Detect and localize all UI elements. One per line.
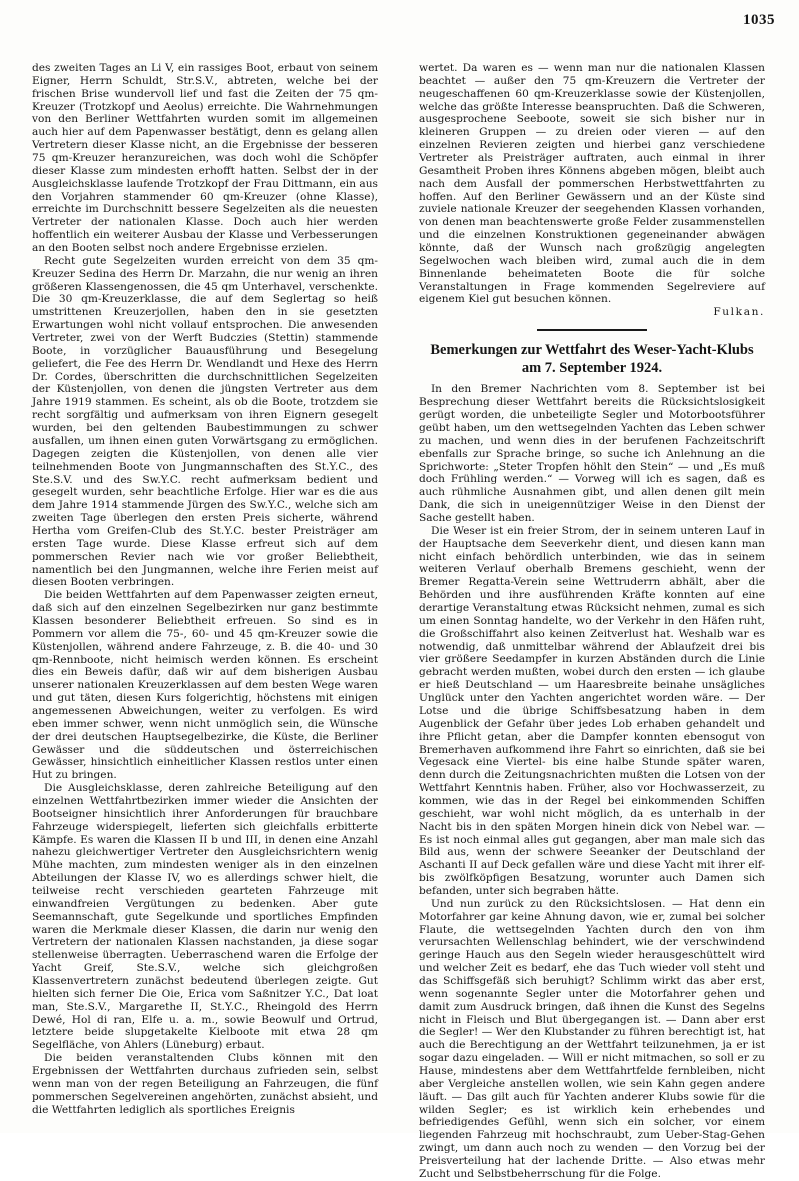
paragraph: Die Ausgleichsklasse, deren zahlreiche Beteiligung auf den einzelnen Wettfahrtbezirken immer wieder die Ansichten der Bootseigner hinsichtlich ihrer Anforderungen für brauchbare Fahrzeuge widerspiegelt, lieferten sich gleichfalls erbitterte Kämpfe. Es waren die Klassen II b und III, in denen eine Anzahl nahezu gleichwertiger Vertreter den Ausgleichsrichtern wenig Mühe machten, zum mindesten weniger als in den einzelnen Abteilungen der Klasse IV, wo es allerdings schwer hielt, die teilweise recht verschieden gearteten Fahrzeuge mit einwandfreien Vergütungen zu bedenken. Aber gute Seemannschaft, gute Segelkunde und sportliches Empfinden waren die Merkmale dieser Klassen, die darin nur wenig den Vertretern der nationalen Klassen nachstanden, ja diese sogar stellenweise überragten. Ueberraschend waren die Erfolge der Yacht Greif, Ste.S.V., welche sich gleichgroßen Klassenvertretern zunächst bedeutend überlegen zeigte. Gut hielten sich ferner Die Oie, Erica vom Saßnitzer Y.C., Dat loat man, Ste.S.V., Margarethe II, St.Y.C., Rheingold des Herrn Dewé, Hol di ran, Elfe u. a. m., sowie Beowulf und Ortrud, letztere beide slupgetakelte Kielboote mit etwa 28 qm Segelfläche, von Ahlers (Lüneburg) erbaut. — [32, 782, 378, 1052]
right-column — [419, 62, 765, 1181]
paragraph: Die beiden Wettfahrten auf dem Papenwasser zeigten erneut, daß sich auf den einzelnen Segelbezirken nur ganz bestimmte Klassen besonderer Beliebtheit erfreuen. So sind es in Pommern vor allem die 75-, 60- und 45 qm-Kreuzer sowie die Küstenjollen, während andere Fahrzeuge, z. B. die 40- und 30 qm-Rennboote, nicht heimisch werden können. Es erscheint dies ein Beweis dafür, daß wir auf dem bisherigen Ausbau unserer nationalen Kreuzerklassen auf dem besten Wege waren und gut täten, diesen Kurs folgerichtig, höchstens mit einigen angemessenen Abweichungen, weiter zu verfolgen. Es wird eben immer schwer, wenn nicht unmöglich sein, die Wünsche der drei deutschen Hauptsegelbezirke, die Küste, die Berliner Gewässer und die süddeutschen und österreichischen Gewässer, hinsichtlich einheitlicher Klassen restlos unter einen Hut zu bringen. — [32, 589, 378, 782]
paragraph: Recht gute Segelzeiten wurden erreicht von dem 35 qm-Kreuzer Sedina des Herrn Dr. Marzahn, die nur wenig an ihren größeren Klassengenossen, die 45 qm Unterhavel, verschenkte. Die 30 qm-Kreuzerklasse, die auf dem Seglertag so heiß umstrittenen Kreuzerjollen, haben den in sie gesetzten Erwartungen wohl nicht vollauf entsprochen. Die anwesenden Vertreter, zwei von der Werft Budczies (Stettin) stammende Boote, in vorzüglicher Bauausführung und Besegelung geliefert, die Fee des Herrn Dr. Wendlandt und Hexe des Herrn Dr. Cordes, überschritten die durchschnittlichen Segelzeiten der Küstenjollen, von denen die jüngsten Vertreter aus dem Jahre 1919 stammen. Es scheint, als ob die Boote, trotzdem sie recht sorgfältig und aufmerksam von ihren Eignern gesegelt wurden, bei den geltenden Baubestimmungen zu schwer ausfallen, um ihnen einen guten Vorwärtsgang zu ermöglichen. Dagegen zeigten die Küstenjollen, von denen alle vier teilnehmenden Boote von Jungmannschaften des St.Y.C., des Ste.S.V. und des Sw.Y.C. recht aufmerksam bedient und gesegelt wurden, sehr beachtliche Erfolge. Hier war es die aus dem Jahre 1914 stammende Jürgen des Sw.Y.C., welche sich am zweiten Tage überlegen den ersten Preis sicherte, während Hertha vom Greifen-Club des St.Y.C. bester Preisträger am ersten Tage wurde. Diese Klasse erfreut sich auf dem pommerschen Revier nach wie vor großer Beliebtheit, namentlich bei den Jungmannen, welche ihre Ferien meist auf diesen Booten verbringen. — [32, 254, 378, 589]
paragraph: wertet. Da waren es — wenn man nur die nationalen Klassen beachtet — außer den 75 qm-Kreuzern die Vertreter der neugeschaffenen 60 qm-Kreuzerklasse sowie der Küstenjollen, welche das größte Interesse beanspruchten. Daß die Schweren, ausgesprochene Seeboote, soweit sie sich bisher nur in kleineren Gruppen — zu dreien oder vieren — auf den einzelnen Revieren zeigten und hierbei ganz verschiedene Vertreter als Preisträger auftraten, auch einmal in ihrer Gesamtheit Proben ihres Könnens abgeben mögen, bleibt auch nach dem Ausfall der pommerschen Herbstwettfahrten zu hoffen. Auf den Berliner Gewässern und an der Küste sind zuviele nationale Kreuzer der seegehenden Klassen vorhanden, von denen man beachtenswerte große Felder zusammenstellen und die einzelnen Konstruktionen gegeneinander abwägen könnte, daß der Wunsch nach großzügig angelegten Segelwochen wach bleiben wird, zumal auch die in dem Binnenlande beheimateten Boote die für solche Veranstaltungen in Frage kommenden Segelreviere auf eigenem Kiel gut besuchen können. — [419, 62, 765, 306]
paragraph: des zweiten Tages an Li V, ein rassiges Boot, erbaut von seinem Eigner, Herrn Schuldt, Str.S.V., abtreten, welche bei der frischen Brise wundervoll lief und fast die Zeiten der 75 qm-Kreuzer (Trotzkopf und Aeolus) erreichte. Die Wahrnehmungen von den Berliner Wettfahrten wurden somit im allgemeinen auch hier auf dem Papenwasser bestätigt, denn es gelang allen Vertretern dieser Klasse nicht, an die Ergebnisse der besseren 75 qm-Kreuzer heranzureichen, was doch wohl die Schöpfer dieser Klasse zum mindesten erhofft hatten. Selbst der in der Ausgleichsklasse laufende Trotzkopf der Frau Dittmann, ein aus den Vorjahren stammender 60 qm-Kreuzer (ohne Klasse), erreichte im Durchschnitt bessere Segelzeiten als die neuesten Vertreter der nationalen Klasse. Doch auch hier werden hoffentlich ein weiterer Ausbau der Klasse und Verbesserungen an den Booten selbst noch andere Ergebnisse erzielen. — [32, 62, 378, 255]
paragraph: Und nun zurück zu den Rücksichtslosen. — Hat denn ein Motorfahrer gar keine Ahnung davon, wie er, zumal bei solcher Flaute, die wettsegelnden Yachten durch den von ihm verursachten Wellenschlag behindert, wie der verschwindend geringe Hauch aus den Segeln wieder herausgeschüttelt wird und welcher Zeit es bedarf, ehe das Tuch wieder voll steht und das Schiffsgefäß sich beruhigt? Schlimm wirkt das aber erst, wenn sogenannte Segler unter die Motorfahrer gehen und damit zum Ausdruck bringen, daß ihnen die Kunst des Segelns nicht in Fleisch und Blut übergegangen ist. — Dann aber erst die Segler! — Wer den Klubstander zu führen berechtigt ist, hat auch die Berechtigung an der Wettfahrt teilzunehmen, ja er ist sogar dazu eingeladen. — Will er nicht mitmachen, so soll er zu Hause, mindestens aber dem Wettfahrtfelde fernbleiben, nicht aber Vergleiche anstellen wollen, wie sein Kahn gegen andere läuft. — Das gilt auch für Yachten anderer Klubs sowie für die wilden Segler; es ist wirklich kein erhebendes und befriedigendes Gefühl, wenn sich ein solcher, vor einem liegenden Fahrzeug mit hochschraubt, zum Ueber-Stag-Gehen zwingt, um dann auch noch zu wenden — den Vorzug bei der Preisverteilung hat der lachende Dritte. — Also etwas mehr Zucht und Selbstbeherrschung für die Folge. — [419, 897, 765, 1180]
section-divider — [537, 329, 647, 331]
author-signature: Fulkan. — [713, 306, 765, 319]
paragraph: Die Weser ist ein freier Strom, der in seinem unteren Lauf in der Hauptsache dem Seeverkehr dient, und diesen kann man nicht einfach behördlich unterbinden, wie das in seinem weiteren Verlauf oberhalb Bremens geschieht, wenn der Bremer Regatta-Verein seine Wettruderrn abhält, aber die Behörden und ihre ausführenden Kräfte konnten auf eine derartige Veranstaltung etwas Rücksicht nehmen, zumal es sich um einen Sonntag handelte, wo der Verkehr in den Häfen ruht, die Großschiffahrt also keinen Zeitverlust hat. Weshalb war es notwendig, daß unmittelbar während der Ablaufzeit drei bis vier größere Seedampfer in kurzen Abständen durch die Linie gebracht werden mußten, wobei durch den ersten — ich glaube er hieß Deutschland — um Haaresbreite beinahe unsägliches Unglück unter den Yachten angerichtet worden wäre. — Der Lotse und die übrige Schiffsbesatzung haben in dem Augenblick der Gefahr über jedes Lob erhaben gehandelt und ihre Pflicht getan, aber die Dampfer konnten ebensogut von Bremerhaven aufkommend ihre Fahrt so einrichten, daß sie bei Vegesack eine Viertel- bis eine halbe Stunde später waren, denn durch die Zeitungsnachrichten mußten die Lotsen von der Wettfahrt Kenntnis haben. Früher, also vor Hochwasserzeit, zu kommen, wie das in der Regel bei einkommenden Schiffen geschieht, war wohl nicht möglich, da es unterhalb in der Nacht bis in den späten Morgen hinein dick von Nebel war. — Es ist noch einmal alles gut gegangen, aber man male sich das Bild aus, wenn der schwere Seeanker der Deutschland der Aschanti II auf Deck gefallen wäre und diese Yacht mit ihrer elf- bis zwölfköpfigen Besatzung, worunter auch Damen sich befanden, unter sich begraben hätte. — [419, 524, 765, 897]
article-title: Bemerkungen zur Wettfahrt des Weser-Yacht-Klubs am 7. September 1924. — [430, 342, 754, 377]
paragraph: In den Bremer Nachrichten vom 8. September ist bei Besprechung dieser Wettfahrt bereits die Rücksichtslosigkeit gerügt worden, die unbeteiligte Segler und Motorbootsführer geübt haben, um den wettsegelnden Yachten das Leben schwer zu machen, und wenn dies in der berufenen Fachzeitschrift ebenfalls zur Sprache bringe, so suche ich Anlehnung an die Sprichworte: „Steter Tropfen höhlt den Stein“ — und „Es muß doch Frühling werden.“ — Vorweg will ich es sagen, daß es auch rühmliche Ausnahmen gibt, und allen denen gilt mein Dank, die sich in uneigennütziger Weise in den Dienst der Sache gestellt haben. — [419, 383, 765, 525]
left-column — [32, 62, 378, 1116]
paragraph: Die beiden veranstaltenden Clubs können mit den Ergebnissen der Wettfahrten durchaus zufrieden sein, selbst wenn man von der regen Beteiligung an Fahrzeugen, die fünf pommerschen Segelvereinen angehörten, zunächst absieht, und die Wettfahrten lediglich als sportliches Ereignis — [32, 1052, 378, 1116]
page-number: 1035 — [743, 12, 775, 28]
